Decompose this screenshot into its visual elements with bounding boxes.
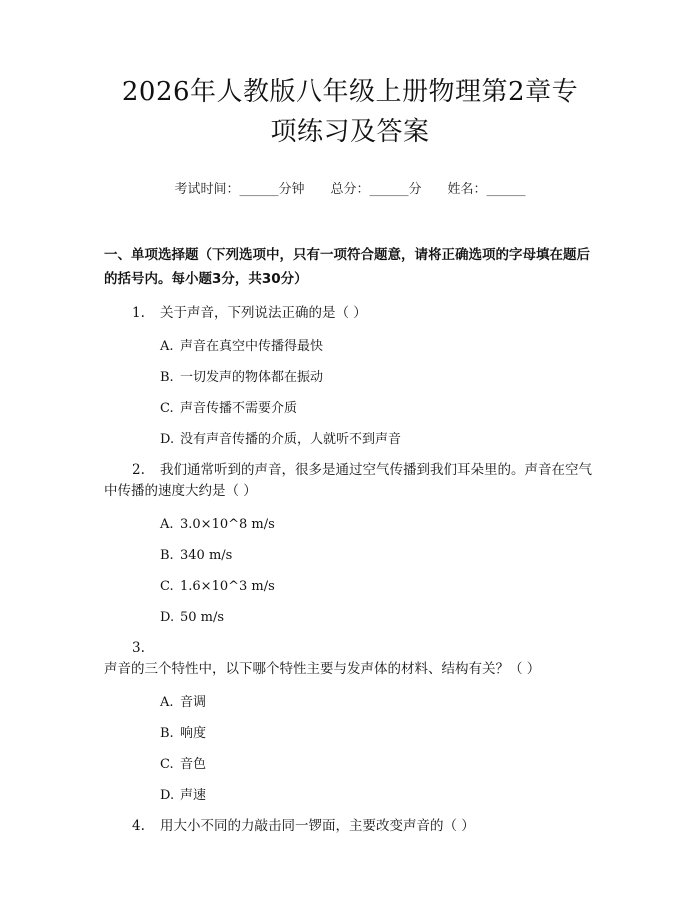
option-text: 没有声音传播的介质，人就听不到声音 xyxy=(180,432,402,447)
question-number: 2. xyxy=(132,462,145,478)
question-number: 1. xyxy=(132,305,145,321)
option-b xyxy=(104,724,596,744)
question-number: 4. xyxy=(132,818,145,834)
option-letter: C. xyxy=(160,579,174,594)
exam-meta xyxy=(104,178,596,197)
option-letter: D. xyxy=(160,788,175,803)
option-text: 一切发声的物体都在振动 xyxy=(180,370,324,385)
option-c xyxy=(104,399,596,419)
option-letter: A. xyxy=(160,339,174,354)
option-letter: B. xyxy=(160,370,174,385)
question-2-options xyxy=(104,515,596,628)
option-letter: D. xyxy=(160,432,175,447)
option-letter: C. xyxy=(160,401,174,416)
question-2 xyxy=(104,460,596,502)
option-d xyxy=(104,430,596,450)
option-letter: A. xyxy=(160,695,174,710)
option-a xyxy=(104,515,596,535)
option-text: 声音在真空中传播得最快 xyxy=(180,339,324,354)
option-text: 音色 xyxy=(180,757,207,772)
option-c xyxy=(104,755,596,775)
option-a xyxy=(104,693,596,713)
option-letter: B. xyxy=(160,548,174,563)
option-a xyxy=(104,337,596,357)
option-text: 声音传播不需要介质 xyxy=(180,401,298,416)
option-letter: C. xyxy=(160,757,174,772)
document-title: 2026年人教版八年级上册物理第2章专项练习及答案 xyxy=(121,77,579,147)
option-text: 声速 xyxy=(180,788,207,803)
option-text: 3.0×10^8 m/s xyxy=(180,517,275,532)
question-number: 3. xyxy=(132,640,145,656)
option-letter: D. xyxy=(160,610,175,625)
question-1-options xyxy=(104,337,596,450)
option-letter: A. xyxy=(160,517,174,532)
question-3-options xyxy=(104,693,596,806)
section-heading: 一、单项选择题（下列选项中，只有一项符合题意，请将正确选项的字母填在题后的括号内。每小题3分，共30分） xyxy=(104,247,590,287)
option-b xyxy=(104,546,596,566)
question-text: 声音的三个特性中，以下哪个特性主要与发声体的材料、结构有关？（ ） xyxy=(104,661,541,677)
name-label: 姓名：______ xyxy=(447,182,526,197)
option-text: 340 m/s xyxy=(180,548,233,563)
exam-time-label: 考试时间：______分钟 xyxy=(174,182,305,197)
option-text: 50 m/s xyxy=(180,610,225,625)
question-4 xyxy=(104,816,596,837)
option-letter: B. xyxy=(160,726,174,741)
total-score-label: 总分：______分 xyxy=(330,182,422,197)
question-text: 用大小不同的力敲击同一锣面，主要改变声音的（ ） xyxy=(160,818,475,834)
question-3 xyxy=(104,638,596,680)
option-text: 1.6×10^3 m/s xyxy=(180,579,275,594)
option-d xyxy=(104,786,596,806)
question-text: 关于声音，下列说法正确的是（ ） xyxy=(160,305,367,321)
option-d xyxy=(104,608,596,628)
question-text: 我们通常听到的声音，很多是通过空气传播到我们耳朵里的。声音在空气中传播的速度大约是（ ） xyxy=(104,462,592,499)
option-c xyxy=(104,577,596,597)
option-text: 响度 xyxy=(180,726,207,741)
option-text: 音调 xyxy=(180,695,207,710)
question-1 xyxy=(104,303,596,324)
option-b xyxy=(104,368,596,388)
